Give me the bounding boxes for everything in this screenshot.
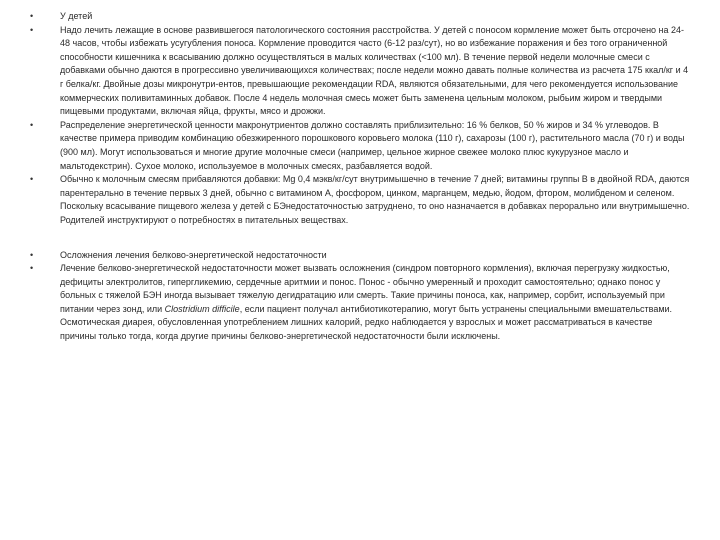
item-text: Осложнения лечения белково-энергетической недостаточности <box>60 249 327 260</box>
list-item-heading-children <box>30 10 690 24</box>
item-text-after: , если пациент получал антибиотикотерапию, могут быть устранены специальными вмешательствами. Осмотическая диарея, обусловленная употреблением лишних калорий, редко наблюдается у взрослых и может рассматриваться в качестве причины только тогда, когда другие причины белково-энергетической недостаточности были исключены. <box>60 303 673 342</box>
item-text: У детей <box>60 11 93 21</box>
bullet-icon: • <box>30 249 34 260</box>
bullet-icon: • <box>30 24 34 35</box>
list-item-complications-heading <box>30 249 690 263</box>
item-text-before: Лечение белково-энергетической недостаточности может вызвать осложнения (синдром повторного кормления), включая перегрузку жидкостью, дефициты электролитов, гипергликемию, сердечные аритмии и понос. Понос - обычно умеренный и проходит самостоятельно; однако понос у больных с тяжелой БЭН иногда вызывает тяжелую дегидратацию или смерть. Такие причины поноса, как, например, сорбит, используемый при питании через зонд, или <box>60 263 670 314</box>
item-text: Распределение энергетической ценности макронутриентов должно составлять приблизительно: 16 % белков, 50 % жиров и 34 % углеводов. В качестве примера приводим комбинацию обезжиренного порошкового коровьего молока (110 г), сахарозы (100 г), растительного масла (70 г) и воды (900 мл). Могут использоваться и многие другие молочные смеси (например, цельное жирное свежее молоко плюс кукурузное масло и мальтодекстрин). Сухое молоко, используемое в молочных смесях, разбавляется водой. <box>60 119 685 171</box>
bullet-icon: • <box>30 11 34 21</box>
list-item-supplements <box>30 173 690 227</box>
item-text: Обычно к молочным смесям прибавляются добавки: Mg 0,4 мэкв/кг/сут внутримышечно в течение 7 дней; витамины группы В в двойной RDA, даются парентерально в течение первых 3 дней, обычно с витамином А, фосфором, цинком, марганцем, медью, йодом, фтором, молибденом и селеном. Поскольку всасывание пищевого железа у детей с БЭнедостаточностью затруднено, то оно назначается в добавках перорально или внутримышечно. Родителей инструктируют о потребностях в питательных веществах. <box>60 174 690 225</box>
spacer <box>30 228 690 249</box>
bullet-icon: • <box>30 174 34 185</box>
bullet-list <box>30 10 690 344</box>
list-item-complications <box>30 262 690 344</box>
list-item-feeding <box>30 24 690 119</box>
bullet-icon: • <box>30 263 34 274</box>
item-text-italic: Clostridium difficile <box>164 303 240 314</box>
list-item-macronutrients <box>30 119 690 173</box>
bullet-icon: • <box>30 119 34 130</box>
item-text: Надо лечить лежащие в основе развившегося патологического состояния расстройства. У детей с поносом кормление может быть отсрочено на 24- 48 часов, чтобы избежать усугубления поноса. Кормление проводится часто (6-12 раз/сут), но во избежание поражения и без того ограниченной способности кишечника к всасыванию должно осуществляться в малых количествах (<100 мл). В течение первой недели молочные смеси с добавками обычно даются в прогрессивно увеличивающихся количествах; после недели можно давать полные количества из расчета 175 ккал/кг и 4 г белка/кг. Двойные дозы микронутри-ентов, превышающие рекомендации RDA, являются обязательными, для чего рекомендуется использование коммерческих поливитаминных добавок. После 4 недель молочная смесь может быть заменена цельным молоком, рыбьим жиром и твердыми пищевыми продуктами, включая яйца, фрукты, мясо и дрожжи. <box>60 24 689 117</box>
